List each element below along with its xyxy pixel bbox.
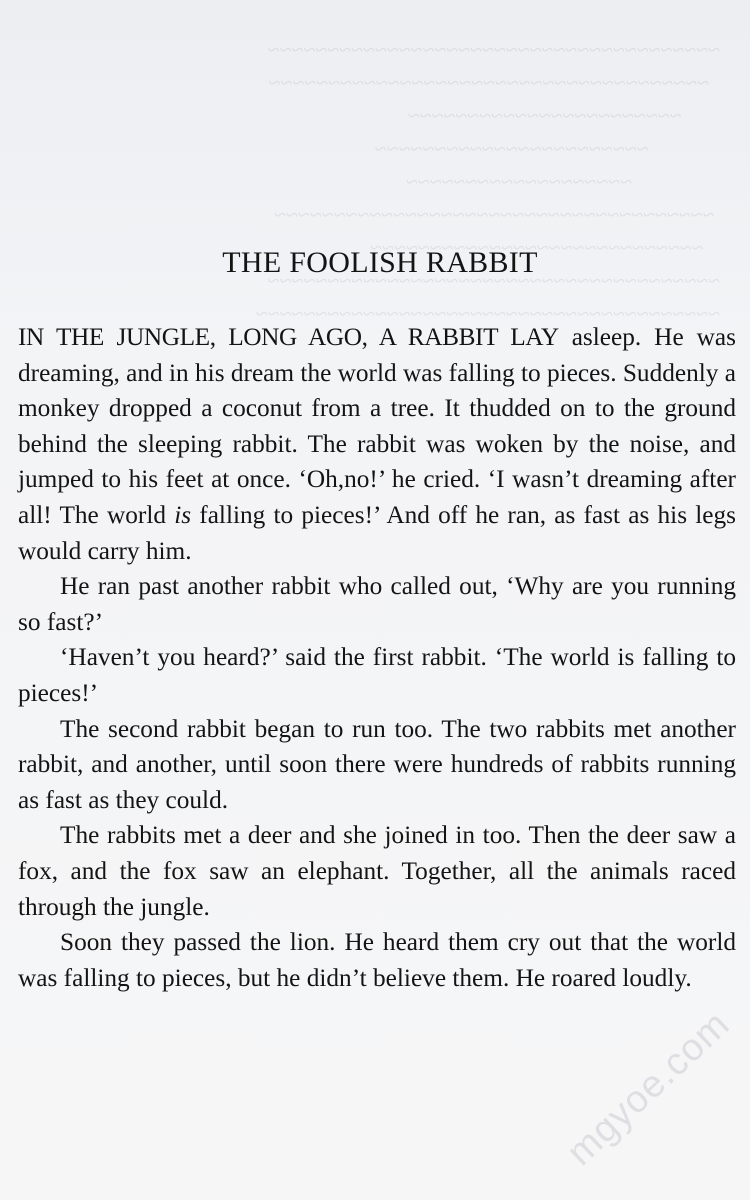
- emphasis-word: is: [174, 500, 192, 529]
- paragraph-3: ‘Haven’t you heard?’ said the first rabbit. ‘The world is falling to pieces!’: [18, 643, 736, 707]
- bleed-through-text: ~~~~~~~~~~~~~~~~~~~~~~~~~~~~~~~~~~~~~~ ~~~~~~~~~~~~~~~~~~~~~~~~~~~~~~~~~~~~~ ~~~~~~~~~~~~~~~~~~~~~~~ ~~~~~~~~~~~~~~~~~~~~~~~ ~~~~~~~~~~~~~~~~~~~ ~~~~~~~~~~~~~~~~~~~~~~~~~~~~~~~~~~~~~ ~~~~~~~~~~~~~~~~~~~~~~~~~~~~ ~~~~~~~~~~~~~~~~~~~~~~~~~~~~~~~~~~~~~~ ~~~~~~~~~~~~~~~~~~~~~~~~~~~~~~~~~~~~~~~: [255, 37, 720, 326]
- paragraph-tail: falling to pieces!’ And off he ran, as fast as his legs would carry him.: [18, 500, 736, 565]
- paragraph-lead-caps: IN THE JUNGLE, LONG AGO, A RABBIT LAY: [18, 323, 559, 351]
- paragraph-1: [18, 320, 736, 569]
- paragraph-text: asleep. He was dreaming, and in his dream the world was falling to pieces. Suddenly a monkey dropped a coconut from a tree. It thudded on to the ground behind the sleeping rabbit. The rabbit was woken by the noise, and jumped to his feet at once. ‘Oh,no!’ he cried. ‘I wasn’t dreaming after all! The world: [18, 323, 736, 529]
- paragraph-4: The second rabbit began to run too. The two rabbits met another rabbit, and another, until soon there were hundreds of rabbits running as fast as they could.: [18, 714, 736, 814]
- story-body: [18, 320, 736, 996]
- paragraph-6: Soon they passed the lion. He heard them cry out that the world was falling to pieces, but he didn’t believe them. He roared loudly.: [18, 928, 736, 992]
- paragraph-2: He ran past another rabbit who called out, ‘Why are you running so fast?’: [18, 572, 736, 636]
- paragraph-5: The rabbits met a deer and she joined in too. Then the deer saw a fox, and the fox saw an elephant. Together, all the animals raced through the jungle.: [18, 821, 736, 921]
- watermark: mgyoe.com: [559, 1002, 738, 1174]
- story-title: THE FOOLISH RABBIT: [222, 246, 538, 279]
